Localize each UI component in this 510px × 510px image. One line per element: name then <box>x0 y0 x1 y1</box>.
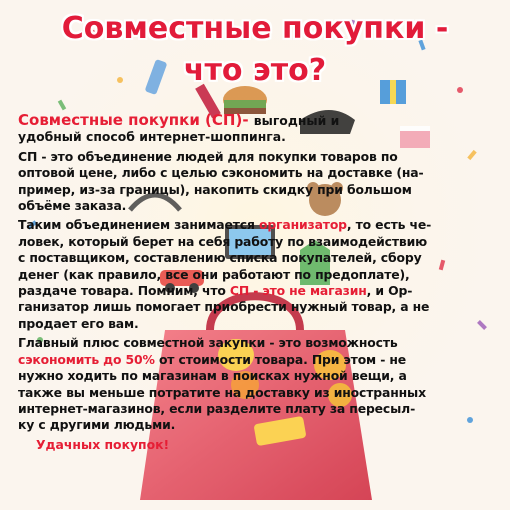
text-line: пример, из-за границы), накопить скидку при большом <box>18 181 412 197</box>
closing-wish: Удачных покупок! <box>36 436 170 452</box>
text-line: раздаче товара. Помним, что <box>18 283 230 299</box>
text-line: ку с другими людьми. <box>18 417 176 433</box>
paragraph-benefit <box>18 335 494 433</box>
text-line: оптовой цене, либо с целью сэкономить на доставке (на- <box>18 165 424 181</box>
text-line: , и Ор- <box>366 283 413 299</box>
paragraph-definition <box>18 112 494 146</box>
title-line-2: что это? <box>183 53 327 88</box>
sp-definition-end: удобный способ интернет-шоппинга. <box>18 129 286 145</box>
not-a-shop-highlight: СП - это не магазин <box>229 283 367 299</box>
organizer-highlight: организатор <box>258 217 347 233</box>
sp-heading-dash: - <box>242 111 254 129</box>
text-line: продает его вам. <box>18 315 139 331</box>
text-line: ганизатор лишь помогает приобрести нужный товар, а не <box>18 299 430 315</box>
title-line-1: Совместные покупки - <box>61 11 449 46</box>
text-line: СП - это объединение людей для покупки товаров по <box>18 148 398 164</box>
text-line: ловек, который берет на себя работу по взаимодействию <box>18 233 427 249</box>
text-line: Таким объединением занимается <box>18 217 259 233</box>
sp-definition-start: выгодный и <box>253 113 340 128</box>
text-line: денег (как правило, все они работают по предоплате), <box>18 266 410 282</box>
text-line: объёме заказа. <box>18 198 127 214</box>
text-line: от стоимости товара. При этом - не <box>154 351 407 367</box>
text-line: Главный плюс совместной закупки - это возможность <box>18 335 398 351</box>
text-line: , то есть че- <box>346 217 432 233</box>
save-50-highlight: сэкономить до 50% <box>18 351 155 367</box>
text-line: с поставщиком, составлению списка покупателей, сбору <box>18 250 422 266</box>
sp-heading: Совместные покупки (СП) <box>18 111 243 129</box>
paragraph-explanation <box>18 149 494 215</box>
text-line: нужно ходить по магазинам в поисках нужной вещи, а <box>18 368 407 384</box>
paragraph-organizer <box>18 217 494 332</box>
article-body <box>18 112 494 456</box>
text-line: интернет-магазинов, если разделите плату за пересыл- <box>18 400 416 416</box>
text-line: также вы меньше потратите на доставку из иностранных <box>18 384 426 400</box>
